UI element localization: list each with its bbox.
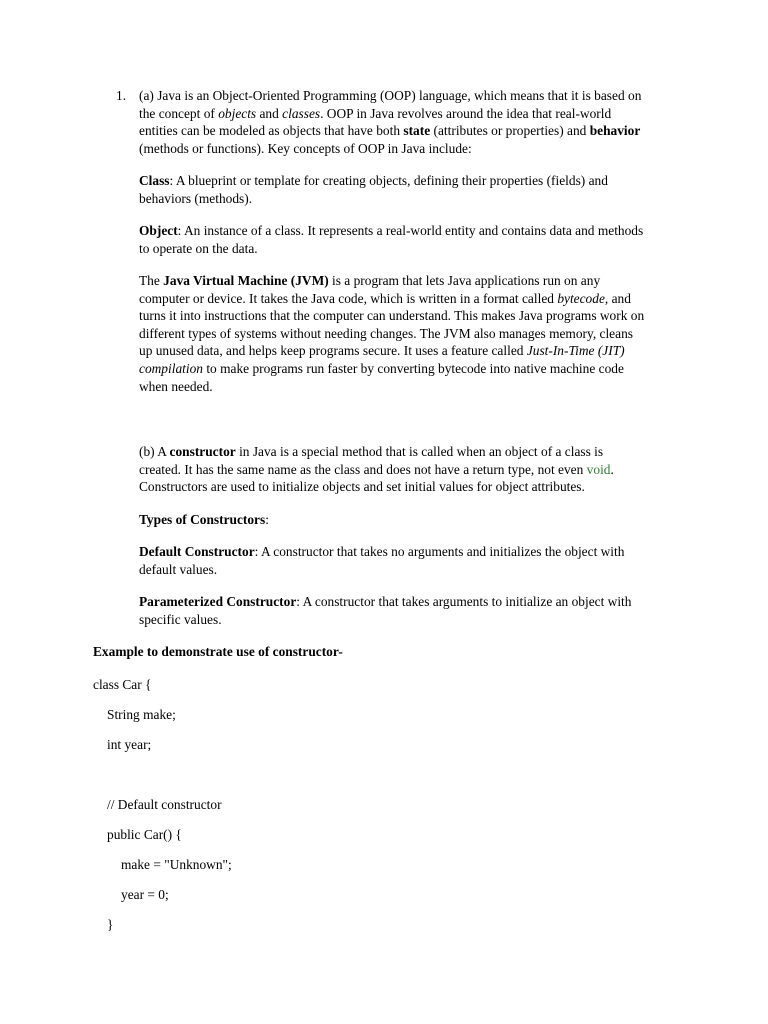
oop-paragraph [139, 87, 684, 157]
default-constructor-definition [139, 543, 684, 578]
text-line: up unused data, and helps keep programs secure. It uses a feature called Just-In-Time (JIT) [139, 343, 625, 359]
text-line: entities can be modeled as objects that have both state (attributes or properties) and behavior [139, 123, 641, 139]
code-line-closing-brace: } [107, 917, 114, 932]
text-line: Types of Constructors: [139, 512, 269, 527]
text-line: (b) A constructor in Java is a special method that is called when an object of a class is [139, 444, 604, 459]
list-number: 1. [116, 88, 127, 103]
code-line-year-field: int year; [107, 737, 152, 752]
text-line: Class: A blueprint or template for creating objects, defining their properties (fields) and [139, 173, 608, 188]
types-of-constructors-heading [139, 511, 684, 529]
text-line: created. It has the same name as the class and does not have a return type, not even void. [139, 461, 614, 477]
example-heading: Example to demonstrate use of constructor- [93, 644, 343, 659]
text-line: Parameterized Constructor: A constructor that takes arguments to initialize an object with [139, 594, 632, 609]
object-definition [139, 222, 684, 257]
code-line-class: class Car { [93, 677, 152, 692]
text-line: different types of systems without needing changes. The JVM also manages memory, cleans [139, 325, 633, 341]
code-line-constructor-signature: public Car() { [107, 827, 182, 842]
text-line: the concept of objects and classes. OOP in Java revolves around the idea that real-world [139, 105, 612, 121]
text-line: (methods or functions). Key concepts of OOP in Java include: [139, 140, 472, 156]
text-line: default values. [139, 561, 218, 577]
text-line: (a) Java is an Object-Oriented Programming (OOP) language, which means that it is based on [139, 88, 642, 103]
text-line: when needed. [139, 378, 213, 394]
code-line-make-assign: make = "Unknown"; [121, 857, 232, 872]
text-line: Object: An instance of a class. It represents a real-world entity and contains data and methods [139, 223, 644, 238]
class-definition [139, 172, 684, 207]
code-line-make-field: String make; [107, 707, 176, 722]
code-line-comment: // Default constructor [107, 797, 222, 812]
code-line-year-assign: year = 0; [121, 887, 169, 902]
jvm-paragraph [139, 272, 684, 395]
text-line: Constructors are used to initialize objects and set initial values for object attributes. [139, 479, 585, 495]
text-line: Default Constructor: A constructor that takes no arguments and initializes the object with [139, 544, 625, 559]
text-line: compilation to make programs run faster by converting bytecode into native machine code [139, 360, 624, 376]
text-line: turns it into instructions that the computer can understand. This makes Java programs work on [139, 308, 645, 324]
text-line: specific values. [139, 611, 222, 627]
constructor-paragraph [139, 443, 684, 496]
text-line: to operate on the data. [139, 240, 258, 256]
parameterized-constructor-definition [139, 593, 684, 628]
text-line: computer or device. It takes the Java code, which is written in a format called bytecode, and [139, 290, 631, 306]
text-line: The Java Virtual Machine (JVM) is a program that lets Java applications run on any [139, 273, 601, 288]
text-line: behaviors (methods). [139, 190, 253, 206]
